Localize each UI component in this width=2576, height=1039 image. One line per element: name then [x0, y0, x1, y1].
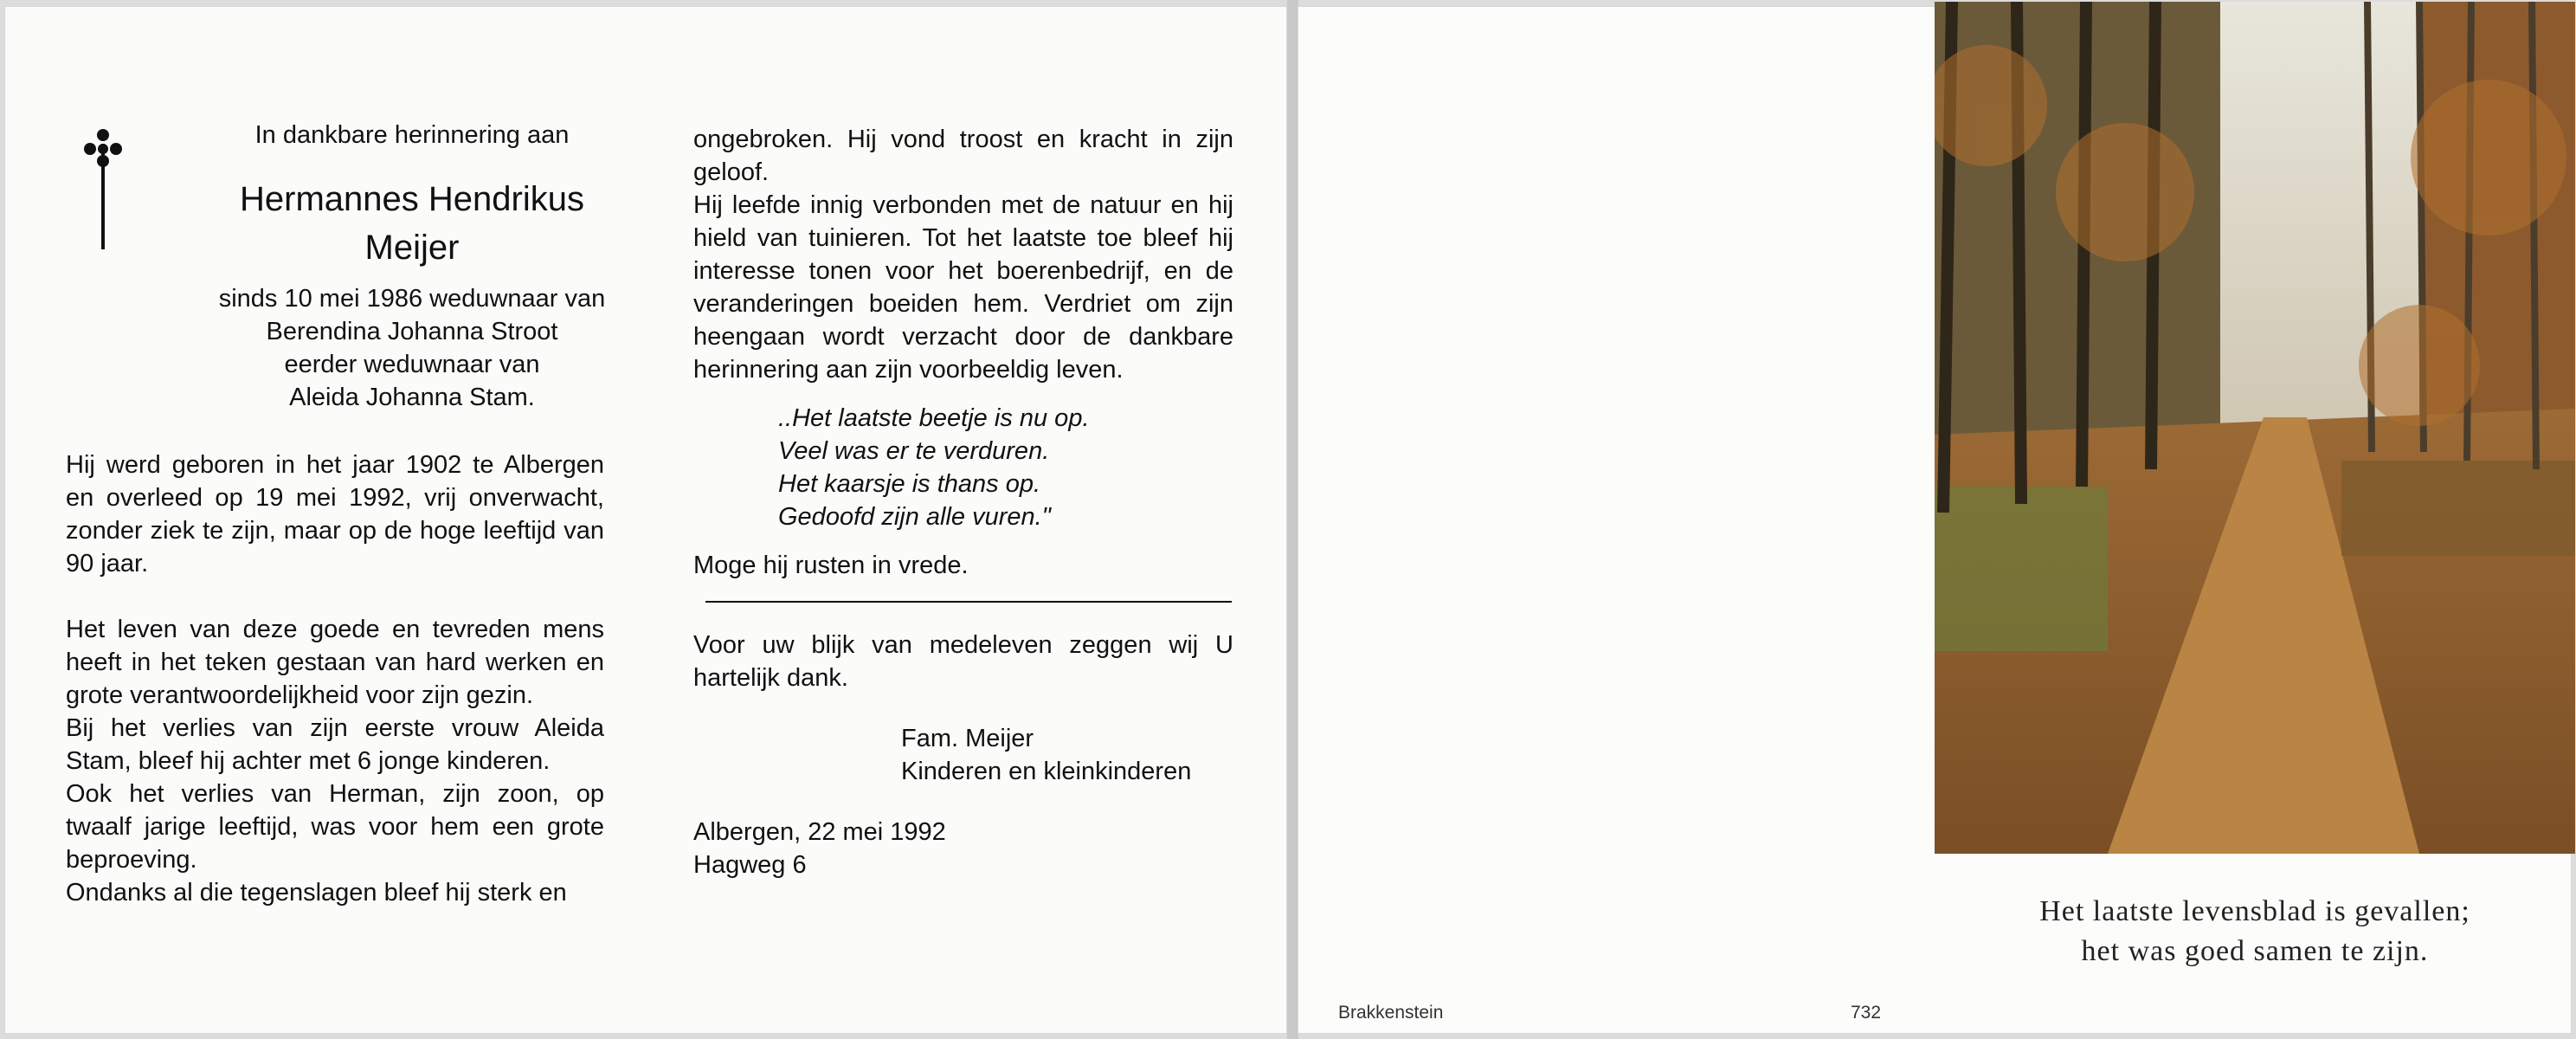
widower-line: Berendina Johanna Stroot	[266, 318, 558, 345]
poem-line: ..Het laatste beetje is nu op.	[778, 404, 1090, 432]
place-date: Albergen, 22 mei 1992	[693, 818, 946, 846]
intro-text: In dankbare herinnering aan	[254, 121, 570, 149]
widower-info	[161, 282, 663, 414]
left-column-text	[66, 449, 604, 909]
loss-son-paragraph: Ook het verlies van Herman, zijn zoon, op twaalf jarige leeftijd, was voor hem een grote beproeving.	[66, 780, 604, 874]
widower-line: Aleida Johanna Stam.	[289, 384, 535, 411]
name-line-1: Hermannes Hendrikus	[240, 180, 584, 218]
family-signature	[901, 722, 1233, 788]
rest-in-peace: Moge hij rusten in vrede.	[693, 552, 969, 579]
divider	[705, 601, 1232, 603]
birth-death-paragraph: Hij werd geboren in het jaar 1902 te Albergen en overleed op 19 mei 1992, vrij onverwacht, zonder ziek te zijn, maar op de hoge leeftijd van 90 jaar.	[66, 451, 604, 578]
name-line-2: Meijer	[364, 229, 460, 267]
signature-line: Kinderen en kleinkinderen	[901, 758, 1192, 785]
life-paragraph: Het leven van deze goede en tevreden mens heeft in het teken gestaan van hard werken en grote verantwoordelijkheid voor zijn gezin.	[66, 616, 604, 709]
nature-paragraph: Hij leefde innig verbonden met de natuur en hij hield van tuinieren. Tot het laatste toe bleef hij interesse tonen voor het boerenbedrijf, en de veranderingen boeiden hem. Verdriet om zijn heengaan wordt verzacht door de dankbare herinnering aan zijn voorbeeldig leven.	[693, 191, 1233, 384]
publisher-name: Brakkenstein	[1338, 1003, 1444, 1023]
loss-wife-paragraph: Bij het verlies van zijn eerste vrouw Aleida Stam, bleef hij achter met 6 jonge kinderen.	[66, 714, 604, 775]
thanks-text: Voor uw blijk van medeleven zeggen wij U hartelijk dank.	[693, 631, 1233, 692]
quote-line: Het laatste levensblad is gevallen;	[2039, 895, 2470, 927]
widower-line: eerder weduwnaar van	[284, 351, 540, 378]
right-column-text	[693, 123, 1233, 881]
card-fold	[1287, 0, 1298, 1039]
deceased-name	[161, 175, 663, 272]
poem	[778, 402, 1233, 533]
cross-icon	[81, 126, 125, 252]
widower-line: sinds 10 mei 1986 weduwnaar van	[218, 285, 606, 313]
setbacks-paragraph: Ondanks al die tegenslagen bleef hij sterk en	[66, 879, 567, 907]
forest-path-photo	[1935, 2, 2575, 854]
faith-paragraph: ongebroken. Hij vond troost en kracht in zijn geloof.	[693, 126, 1233, 186]
poem-line: Gedoofd zijn alle vuren."	[778, 503, 1051, 531]
signature-line: Fam. Meijer	[901, 725, 1034, 752]
card-code: 732	[1851, 1003, 1882, 1023]
quote-line: het was goed samen te zijn.	[2081, 935, 2429, 967]
memorial-header	[161, 118, 663, 414]
card-inside	[5, 7, 1286, 1033]
poem-line: Veel was er te verduren.	[778, 437, 1050, 465]
address: Hagweg 6	[693, 851, 807, 879]
back-quote	[1935, 892, 2574, 971]
poem-line: Het kaarsje is thans op.	[778, 470, 1041, 498]
